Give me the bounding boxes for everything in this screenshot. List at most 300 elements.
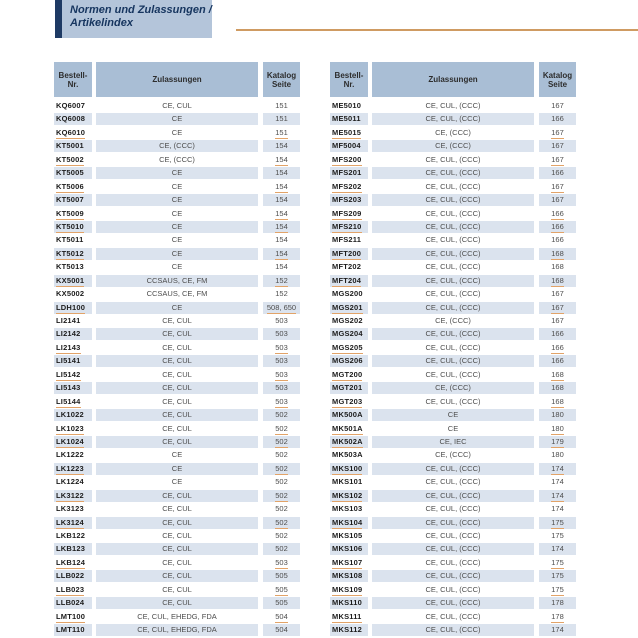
order-number-link[interactable]: LDH100 — [56, 303, 85, 314]
order-number-link[interactable]: MKS108 — [332, 571, 362, 582]
catalog-page-cell — [263, 355, 300, 367]
order-number-link[interactable]: LKB124 — [56, 558, 85, 569]
approvals-text: CE, CUL, (CCC) — [372, 624, 534, 636]
column-header-bestell-nr-line: Nr. — [67, 79, 79, 89]
approvals-text: CE — [171, 127, 183, 137]
order-number-link[interactable]: MKS100 — [332, 464, 362, 475]
table-row — [330, 181, 576, 194]
catalog-page-link[interactable]: 151 — [275, 128, 288, 139]
approvals-text: CE, CUL — [162, 557, 192, 567]
catalog-page-link[interactable]: 180 — [551, 424, 564, 435]
order-number-cell — [330, 517, 368, 529]
order-number-link[interactable]: KQ6007 — [56, 101, 85, 112]
catalog-page-link[interactable]: 167 — [551, 128, 564, 139]
order-number-link[interactable]: MGS204 — [332, 329, 363, 340]
catalog-page-link[interactable]: 175 — [551, 585, 564, 596]
catalog-page-link[interactable]: 166 — [551, 235, 564, 246]
catalog-page-link[interactable]: 167 — [551, 316, 564, 327]
catalog-page-link[interactable]: 168 — [551, 249, 564, 260]
table-row — [330, 275, 576, 288]
order-number-link[interactable]: MFT202 — [332, 262, 361, 273]
catalog-page-link[interactable]: 174 — [551, 625, 564, 636]
order-number-cell — [54, 355, 92, 367]
order-number-link[interactable]: MGS205 — [332, 343, 363, 354]
order-number-link[interactable]: KT5002 — [56, 155, 84, 166]
catalog-page-link[interactable]: 503 — [275, 397, 288, 408]
order-number-link[interactable]: MKS105 — [332, 531, 362, 542]
order-number-cell — [54, 127, 92, 139]
order-number-link[interactable]: KT5013 — [56, 262, 84, 273]
catalog-page-link[interactable]: 166 — [551, 356, 564, 367]
order-number-cell — [330, 611, 368, 623]
catalog-page-link[interactable]: 175 — [551, 558, 564, 569]
catalog-page-link[interactable]: 174 — [551, 477, 564, 488]
order-number-cell — [54, 342, 92, 354]
order-number-link[interactable]: MKS110 — [332, 598, 362, 609]
catalog-page-cell — [263, 261, 300, 273]
column-header-zulassungen — [96, 62, 258, 97]
order-number-link[interactable]: MKS103 — [332, 504, 362, 515]
catalog-page-cell — [263, 275, 300, 287]
catalog-page-link[interactable]: 168 — [551, 397, 564, 408]
approvals-text: CE, CUL — [162, 504, 192, 514]
catalog-page-cell — [539, 302, 576, 314]
column-header-zulassungen — [372, 62, 534, 97]
order-number-link[interactable]: KT5011 — [56, 235, 83, 246]
approvals-text: CE, (CCC) — [96, 140, 258, 152]
catalog-page-link[interactable]: 502 — [275, 544, 288, 555]
order-number-cell — [330, 423, 368, 435]
order-number-link[interactable]: ME5011 — [332, 114, 361, 125]
catalog-page-link[interactable]: 154 — [275, 168, 288, 179]
order-number-link[interactable]: MKS102 — [332, 491, 362, 502]
catalog-page-cell — [263, 315, 300, 327]
catalog-page-link[interactable]: 180 — [551, 410, 564, 421]
approvals-text: CE, CUL, (CCC) — [372, 248, 534, 260]
catalog-page-cell — [263, 127, 300, 139]
table-row — [54, 490, 300, 503]
order-number-link[interactable]: LI5141 — [56, 356, 81, 367]
order-number-link[interactable]: LK1024 — [56, 437, 84, 448]
catalog-page-cell — [263, 597, 300, 609]
order-number-cell — [330, 221, 368, 233]
order-number-link[interactable]: LI2141 — [56, 316, 81, 327]
column-header-bestell-nr-line: Nr. — [343, 79, 355, 89]
catalog-page-link[interactable]: 503 — [275, 558, 288, 569]
order-number-link[interactable]: KT5001 — [56, 141, 84, 152]
catalog-page-link[interactable]: 505 — [275, 598, 288, 609]
approvals-text: CE — [96, 221, 258, 233]
approvals-text: CE, CUL — [162, 101, 192, 110]
order-number-link[interactable]: MK503A — [332, 450, 363, 461]
catalog-page-link[interactable]: 504 — [275, 625, 288, 636]
order-number-link[interactable]: KT5010 — [56, 222, 84, 233]
catalog-page-link[interactable]: 168 — [551, 383, 564, 394]
catalog-page-link[interactable]: 167 — [551, 101, 564, 112]
order-number-link[interactable]: MFS210 — [332, 222, 362, 233]
catalog-page-cell — [539, 557, 576, 569]
catalog-page-cell — [263, 342, 300, 354]
order-number-cell — [54, 597, 92, 609]
page-title — [62, 0, 212, 38]
table-row — [54, 181, 300, 194]
order-number-link[interactable]: MKS106 — [332, 544, 362, 555]
order-number-link[interactable]: MF5004 — [332, 141, 361, 152]
order-number-link[interactable]: KT5009 — [56, 209, 84, 220]
catalog-page-cell — [263, 208, 300, 220]
catalog-page-cell — [539, 409, 576, 421]
approvals-table-left — [54, 62, 300, 638]
order-number-cell — [330, 315, 368, 327]
catalog-page-link[interactable]: 154 — [275, 141, 288, 152]
approvals-text: CE, CUL, EHEDG, FDA — [96, 624, 258, 636]
catalog-page-cell — [539, 261, 576, 273]
approvals-text: CE, CUL — [162, 342, 192, 352]
order-number-cell — [54, 315, 92, 327]
order-number-link[interactable]: LKB123 — [56, 544, 85, 555]
order-number-link[interactable]: KQ6010 — [56, 128, 85, 139]
catalog-page-cell — [263, 624, 300, 636]
catalog-page-link[interactable]: 166 — [551, 114, 564, 125]
order-number-link[interactable]: ME5015 — [332, 128, 361, 139]
order-number-link[interactable]: MFS202 — [332, 182, 362, 193]
catalog-page-link[interactable]: 502 — [275, 424, 288, 435]
order-number-cell — [330, 328, 368, 340]
catalog-page-link[interactable]: 167 — [551, 303, 564, 314]
table-row — [54, 194, 300, 207]
approvals-text: CE — [171, 181, 183, 191]
table-header-row — [330, 62, 576, 97]
order-number-link[interactable]: MFS203 — [332, 195, 362, 206]
order-number-cell — [330, 127, 368, 139]
catalog-page-link[interactable]: 166 — [551, 343, 564, 354]
order-number-link[interactable]: LK3124 — [56, 518, 84, 529]
column-header-bestell-nr-line: Bestell- — [58, 70, 88, 80]
order-number-cell — [54, 208, 92, 220]
order-number-cell — [330, 288, 368, 300]
order-number-link[interactable]: LI5144 — [56, 397, 81, 408]
order-number-cell — [330, 181, 368, 193]
approvals-text: CE, CUL, (CCC) — [425, 342, 481, 352]
table-row — [54, 476, 300, 489]
approvals-text: CE, CUL, (CCC) — [425, 101, 481, 110]
table-row — [330, 584, 576, 597]
catalog-page-cell — [539, 449, 576, 461]
catalog-page-cell — [539, 315, 576, 327]
catalog-page-link[interactable]: 168 — [551, 262, 564, 273]
table-row — [330, 154, 576, 167]
order-number-link[interactable]: MFS209 — [332, 209, 362, 220]
approvals-text: CE, CUL, (CCC) — [425, 504, 481, 514]
order-number-link[interactable]: MK500A — [332, 410, 363, 421]
order-number-link[interactable]: LMT100 — [56, 612, 85, 623]
catalog-page-cell — [539, 584, 576, 596]
order-number-link[interactable]: LK1022 — [56, 410, 84, 421]
approvals-text: CE, CUL — [162, 316, 192, 325]
catalog-page-link[interactable]: 175 — [551, 571, 564, 582]
approvals-text: CE, CUL — [96, 409, 258, 421]
order-number-link[interactable]: LMT110 — [56, 625, 85, 636]
order-number-link[interactable]: MGT200 — [332, 370, 362, 381]
order-number-link[interactable]: MGS202 — [332, 316, 363, 327]
order-number-link[interactable]: MKS112 — [332, 625, 362, 636]
table-row — [54, 382, 300, 395]
catalog-page-link[interactable]: 174 — [551, 504, 564, 515]
order-number-cell — [330, 584, 368, 596]
catalog-page-link[interactable]: 154 — [275, 182, 288, 193]
catalog-page-link[interactable]: 168 — [551, 276, 564, 287]
table-row — [330, 113, 576, 126]
order-number-link[interactable]: MGT203 — [332, 397, 362, 408]
order-number-link[interactable]: MFS200 — [332, 155, 362, 166]
catalog-page-link[interactable]: 175 — [551, 531, 564, 542]
approvals-text: CE, CUL, (CCC) — [372, 355, 534, 367]
catalog-page-link[interactable]: 174 — [551, 544, 564, 555]
catalog-page-link[interactable]: 166 — [551, 168, 564, 179]
order-number-link[interactable]: MKS104 — [332, 518, 362, 529]
catalog-page-link[interactable]: 154 — [275, 209, 288, 220]
approvals-text: CE — [96, 194, 258, 206]
order-number-link[interactable]: MGS206 — [332, 356, 363, 367]
order-number-link[interactable]: MFT204 — [332, 276, 361, 287]
catalog-page-link[interactable]: 151 — [275, 101, 288, 112]
catalog-page-link[interactable]: 503 — [275, 316, 288, 327]
order-number-link[interactable]: MK502A — [332, 437, 363, 448]
approvals-text: CE — [372, 409, 534, 421]
order-number-link[interactable]: LK3123 — [56, 504, 84, 515]
catalog-page-link[interactable]: 502 — [275, 477, 288, 488]
catalog-page-link[interactable]: 152 — [275, 289, 288, 300]
catalog-page-cell — [263, 409, 300, 421]
approvals-text: CE, CUL — [96, 570, 258, 582]
catalog-page-cell — [263, 181, 300, 193]
catalog-page-link[interactable]: 508, 650 — [267, 303, 296, 314]
catalog-page-link[interactable]: 167 — [551, 155, 564, 166]
catalog-page-link[interactable]: 154 — [275, 249, 288, 260]
order-number-link[interactable]: LI2142 — [56, 329, 81, 340]
table-row — [330, 396, 576, 409]
order-number-cell — [54, 328, 92, 340]
catalog-page-link[interactable]: 502 — [275, 518, 288, 529]
catalog-page-link[interactable]: 154 — [275, 222, 288, 233]
catalog-page-link[interactable]: 180 — [551, 450, 564, 461]
approvals-text: CE — [171, 477, 183, 487]
approvals-text: CE, CUL — [162, 396, 192, 406]
catalog-page-link[interactable]: 179 — [551, 437, 564, 448]
order-number-cell — [330, 476, 368, 488]
catalog-page-link[interactable]: 503 — [275, 383, 288, 394]
order-number-link[interactable]: LLB023 — [56, 585, 84, 596]
catalog-page-cell — [539, 167, 576, 179]
order-number-link[interactable]: MFT200 — [332, 249, 361, 260]
order-number-link[interactable]: LI2143 — [56, 343, 81, 354]
order-number-cell — [54, 221, 92, 233]
catalog-page-link[interactable]: 178 — [551, 612, 564, 623]
catalog-page-cell — [539, 208, 576, 220]
order-number-link[interactable]: MGS201 — [332, 303, 363, 314]
approvals-text: CE, CUL, (CCC) — [372, 463, 534, 475]
catalog-page-link[interactable]: 503 — [275, 370, 288, 381]
catalog-page-link[interactable]: 168 — [551, 370, 564, 381]
approvals-text: CE, CUL, (CCC) — [372, 597, 534, 609]
approvals-text: CE, CUL, (CCC) — [372, 570, 534, 582]
catalog-page-cell — [263, 328, 300, 340]
catalog-page-cell — [539, 154, 576, 166]
table-row — [330, 248, 576, 261]
catalog-page-link[interactable]: 502 — [275, 437, 288, 448]
table-row — [54, 208, 300, 221]
catalog-page-link[interactable]: 502 — [275, 410, 288, 421]
order-number-link[interactable]: MGT201 — [332, 383, 362, 394]
catalog-page-cell — [539, 382, 576, 394]
order-number-link[interactable]: LI5142 — [56, 370, 81, 381]
order-number-cell — [330, 530, 368, 542]
catalog-page-link[interactable]: 502 — [275, 450, 288, 461]
catalog-page-link[interactable]: 505 — [275, 585, 288, 596]
table-row — [330, 463, 576, 476]
catalog-page-link[interactable]: 505 — [275, 571, 288, 582]
order-number-cell — [330, 490, 368, 502]
table-row — [54, 557, 300, 570]
order-number-cell — [54, 113, 92, 125]
order-number-cell — [54, 463, 92, 475]
approvals-text: CE, CUL — [162, 369, 192, 379]
table-row — [54, 248, 300, 261]
order-number-link[interactable]: KX5002 — [56, 289, 84, 300]
catalog-page-cell — [539, 288, 576, 300]
catalog-page-cell — [539, 476, 576, 488]
catalog-page-link[interactable]: 167 — [551, 289, 564, 300]
catalog-page-cell — [263, 167, 300, 179]
approvals-text: CE, CUL, (CCC) — [425, 557, 481, 567]
catalog-page-link[interactable]: 174 — [551, 464, 564, 475]
catalog-page-link[interactable]: 167 — [551, 195, 564, 206]
catalog-page-link[interactable]: 503 — [275, 356, 288, 367]
order-number-link[interactable]: KT5012 — [56, 249, 84, 260]
catalog-page-link[interactable]: 175 — [551, 518, 564, 529]
catalog-page-link[interactable]: 166 — [551, 209, 564, 220]
catalog-page-cell — [263, 369, 300, 381]
table-row — [54, 275, 300, 288]
catalog-page-cell — [539, 624, 576, 636]
order-number-link[interactable]: KT5006 — [56, 182, 84, 193]
order-number-link[interactable]: MFS201 — [332, 168, 362, 179]
order-number-link[interactable]: ME5010 — [332, 101, 361, 112]
order-number-link[interactable]: MKS101 — [332, 477, 362, 488]
order-number-cell — [54, 369, 92, 381]
order-number-link[interactable]: LI5143 — [56, 383, 81, 394]
order-number-link[interactable]: KT5005 — [56, 168, 84, 179]
catalog-page-cell — [539, 127, 576, 139]
catalog-page-cell — [539, 181, 576, 193]
catalog-page-link[interactable]: 167 — [551, 182, 564, 193]
order-number-cell — [54, 517, 92, 529]
table-row — [330, 449, 576, 462]
approvals-text: CE, CUL, (CCC) — [372, 221, 534, 233]
order-number-cell — [54, 275, 92, 287]
page-title-line-2: Artikelindex — [70, 17, 133, 29]
catalog-page-cell — [263, 423, 300, 435]
catalog-page-link[interactable]: 152 — [275, 276, 288, 287]
approvals-text: CE — [96, 248, 258, 260]
approvals-text: CE — [96, 302, 258, 314]
catalog-page-link[interactable]: 154 — [275, 262, 288, 273]
approvals-text: CE, CUL, (CCC) — [425, 531, 481, 540]
catalog-page-link[interactable]: 502 — [275, 491, 288, 502]
approvals-text: CE, CUL — [96, 597, 258, 609]
order-number-cell — [54, 409, 92, 421]
table-row — [330, 194, 576, 207]
catalog-page-link[interactable]: 502 — [275, 464, 288, 475]
order-number-link[interactable]: LK1023 — [56, 424, 84, 435]
catalog-page-cell — [263, 490, 300, 502]
catalog-page-link[interactable]: 178 — [551, 598, 564, 609]
table-row — [54, 315, 300, 328]
approvals-text: CE, CUL, (CCC) — [425, 369, 481, 379]
column-header-zulassungen-line: Zulassungen — [428, 75, 478, 84]
order-number-link[interactable]: MGS200 — [332, 289, 363, 300]
order-number-link[interactable]: LLB022 — [56, 571, 84, 582]
order-number-link[interactable]: LK1222 — [56, 450, 84, 461]
catalog-page-link[interactable]: 154 — [275, 235, 288, 246]
order-number-link[interactable]: LK1223 — [56, 464, 84, 475]
order-number-link[interactable]: LKB122 — [56, 531, 85, 542]
table-row — [330, 288, 576, 301]
catalog-page-link[interactable]: 166 — [551, 222, 564, 233]
catalog-page-link[interactable]: 502 — [275, 504, 288, 515]
order-number-link[interactable]: KX5001 — [56, 276, 84, 287]
catalog-page-link[interactable]: 502 — [275, 531, 288, 542]
order-number-cell — [330, 396, 368, 408]
catalog-page-link[interactable]: 154 — [275, 155, 288, 166]
table-row — [54, 584, 300, 597]
order-number-link[interactable]: MKS109 — [332, 585, 362, 596]
order-number-cell — [54, 423, 92, 435]
order-number-link[interactable]: LLB024 — [56, 598, 84, 609]
order-number-cell — [330, 355, 368, 367]
catalog-page-link[interactable]: 151 — [275, 114, 288, 125]
catalog-page-cell — [539, 234, 576, 246]
approvals-text: CE, CUL — [96, 517, 258, 529]
approvals-text: CE — [96, 463, 258, 475]
approvals-text: CE, (CCC) — [435, 127, 471, 137]
catalog-page-cell — [263, 248, 300, 260]
catalog-page-link[interactable]: 504 — [275, 612, 288, 623]
order-number-link[interactable]: KT5007 — [56, 195, 84, 206]
catalog-page-link[interactable]: 503 — [275, 343, 288, 354]
table-row — [54, 530, 300, 543]
order-number-link[interactable]: MFS211 — [332, 235, 361, 246]
order-number-link[interactable]: LK3122 — [56, 491, 84, 502]
catalog-page-link[interactable]: 166 — [551, 329, 564, 340]
catalog-page-link[interactable]: 174 — [551, 491, 564, 502]
catalog-page-cell — [539, 113, 576, 125]
table-row — [330, 476, 576, 489]
catalog-page-link[interactable]: 503 — [275, 329, 288, 340]
order-number-cell — [54, 543, 92, 555]
order-number-link[interactable]: MKS111 — [332, 612, 362, 623]
table-row — [330, 328, 576, 341]
table-row — [54, 409, 300, 422]
order-number-link[interactable]: MKS107 — [332, 558, 362, 569]
order-number-link[interactable]: LK1224 — [56, 477, 84, 488]
order-number-link[interactable]: MK501A — [332, 424, 363, 435]
catalog-page-link[interactable]: 167 — [551, 141, 564, 152]
approvals-text: CCSAUS, CE, FM — [96, 275, 258, 287]
order-number-cell — [54, 570, 92, 582]
catalog-page-link[interactable]: 154 — [275, 195, 288, 206]
order-number-link[interactable]: KQ6008 — [56, 114, 85, 125]
